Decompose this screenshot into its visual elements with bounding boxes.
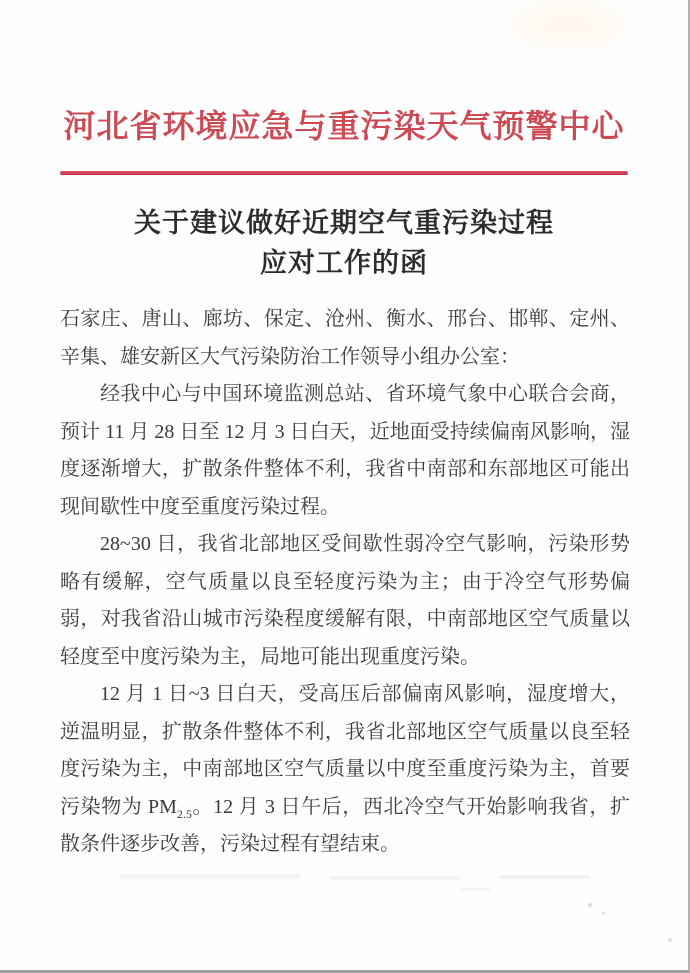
scan-speck <box>602 912 605 915</box>
scan-speck <box>668 938 672 942</box>
scan-speck <box>588 903 592 907</box>
document-title-line1: 关于建议做好近期空气重污染过程 <box>134 208 554 238</box>
scan-tint-artifact <box>508 0 628 50</box>
body-paragraph-2: 28~30 日，我省北部地区受间歇性弱冷空气影响，污染形势略有缓解，空气质量以良至轻度污染为主；由于冷空气形势偏弱，对我省沿山城市污染程度缓解有限，中南部地区空气质量以轻度至中度污染为主，局地可能出现重度污染。 <box>60 533 630 668</box>
pm25-subscript: 2.5 <box>176 806 192 821</box>
addressee-line: 石家庄、唐山、廊坊、保定、沧州、衡水、邢台、邯郸、定州、辛集、雄安新区大气污染防治工作领导小组办公室： <box>60 308 630 368</box>
body-paragraph-3-part2: 。12 月 3 日午后，西北冷空气开始影响我省，扩散条件逐步改善，污染过程有望结束。 <box>60 795 631 855</box>
scan-smudge <box>330 876 460 880</box>
body-paragraph-3 <box>60 676 630 864</box>
document-body <box>60 301 630 864</box>
document-title-line2: 应对工作的函 <box>260 248 428 278</box>
letterhead-org-name: 河北省环境应急与重污染天气预警中心 <box>63 108 625 144</box>
scan-smudge <box>120 874 300 879</box>
body-paragraph-3-part1: 12 月 1 日~3 日白天，受高压后部偏南风影响，湿度增大，逆温明显，扩散条件整体不利，我省北部地区空气质量以良至轻度污染为主，中南部地区空气质量以中度至重度污染为主，首要污染物为 PM <box>60 683 630 818</box>
scan-smudge <box>500 875 590 879</box>
document-title <box>0 203 688 283</box>
letterhead-divider-rule <box>60 171 628 175</box>
body-paragraph-1: 经我中心与中国环境监测总站、省环境气象中心联合会商，预计 11 月 28 日至 12 月 3 日白天，近地面受持续偏南风影响，湿度逐渐增大，扩散条件整体不利，我省中南部和东部地区可能出现间歇性中度至重度污染过程。 <box>60 383 630 518</box>
scan-speck <box>460 888 490 891</box>
